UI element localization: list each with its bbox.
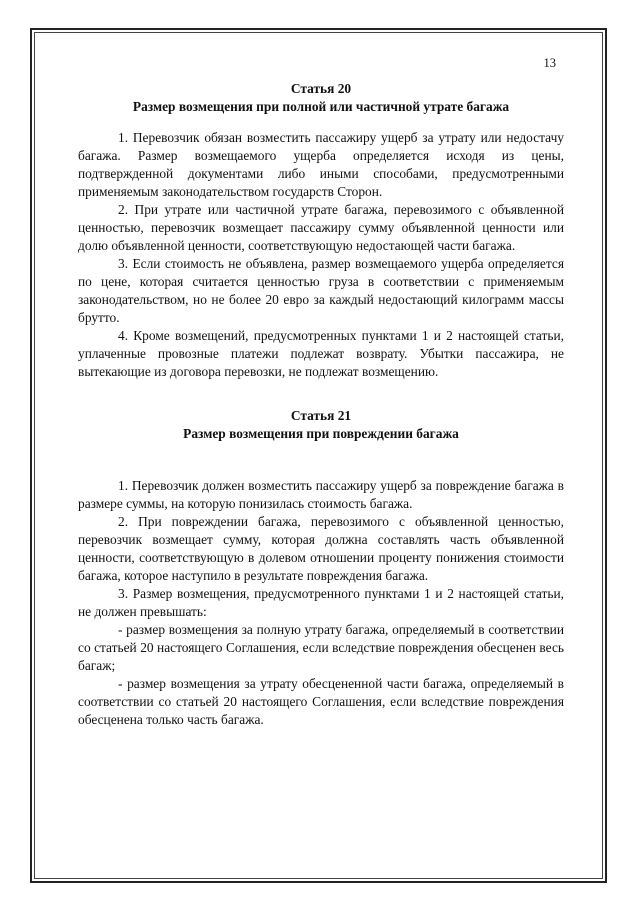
article-title: Размер возмещения при полной или частичной утрате багажа: [132, 99, 510, 114]
paragraph: 1. Перевозчик обязан возместить пассажиру ущерб за утрату или недостачу багажа. Размер возмещаемого ущерба определяется исходя из цены, подтвержденной документами либо иными способами, предусмотренными применяемым законодательством государств Сторон.: [78, 130, 564, 199]
article-title: Размер возмещения при повреждении багажа: [183, 426, 459, 441]
paragraph: 2. При повреждении багажа, перевозимого с объявленной ценностью, перевозчик возмещает сумму, которая должна составлять часть объявленной ценности, соответствующую в долевом отношении проценту понижения стоимости багажа, которое наступило в результате повреждения багажа.: [78, 514, 564, 583]
paragraph: 1. Перевозчик должен возместить пассажиру ущерб за повреждение багажа в размере суммы, на которую понизилась стоимость багажа.: [78, 478, 564, 511]
article-number: Статья 21: [290, 408, 352, 423]
paragraph: - размер возмещения за утрату обесцененной части багажа, определяемый в соответствии со статьей 20 настоящего Соглашения, если вследствие повреждения обесценена только часть багажа.: [78, 676, 564, 727]
article-20: [78, 80, 564, 381]
paragraph: 2. При утрате или частичной утрате багажа, перевозимого с объявленной ценностью, перевозчик возмещает пассажиру сумму объявленной ценности или долю объявленной ценности, соответствующую недостающей части багажа.: [78, 202, 564, 253]
article-21: [78, 407, 564, 729]
article-number: Статья 20: [290, 81, 352, 96]
paragraph: 4. Кроме возмещений, предусмотренных пунктами 1 и 2 настоящей статьи, уплаченные провозные платежи подлежат возврату. Убытки пассажира, не вытекающие из договора перевозки, не подлежат возмещению.: [78, 328, 564, 379]
paragraph: 3. Если стоимость не объявлена, размер возмещаемого ущерба определяется по цене, которая считается ценностью груза в соответствии с применяемым законодательством, но не более 20 евро за каждый недостающий килограмм массы брутто.: [78, 256, 564, 325]
document-body: [78, 80, 564, 729]
page-number: 13: [543, 56, 556, 70]
paragraph: - размер возмещения за полную утрату багажа, определяемый в соответствии со статьей 20 настоящего Соглашения, если вследствие повреждения обесценен весь багаж;: [78, 622, 564, 673]
paragraph: 3. Размер возмещения, предусмотренного пунктами 1 и 2 настоящей статьи, не должен превышать:: [78, 586, 564, 619]
